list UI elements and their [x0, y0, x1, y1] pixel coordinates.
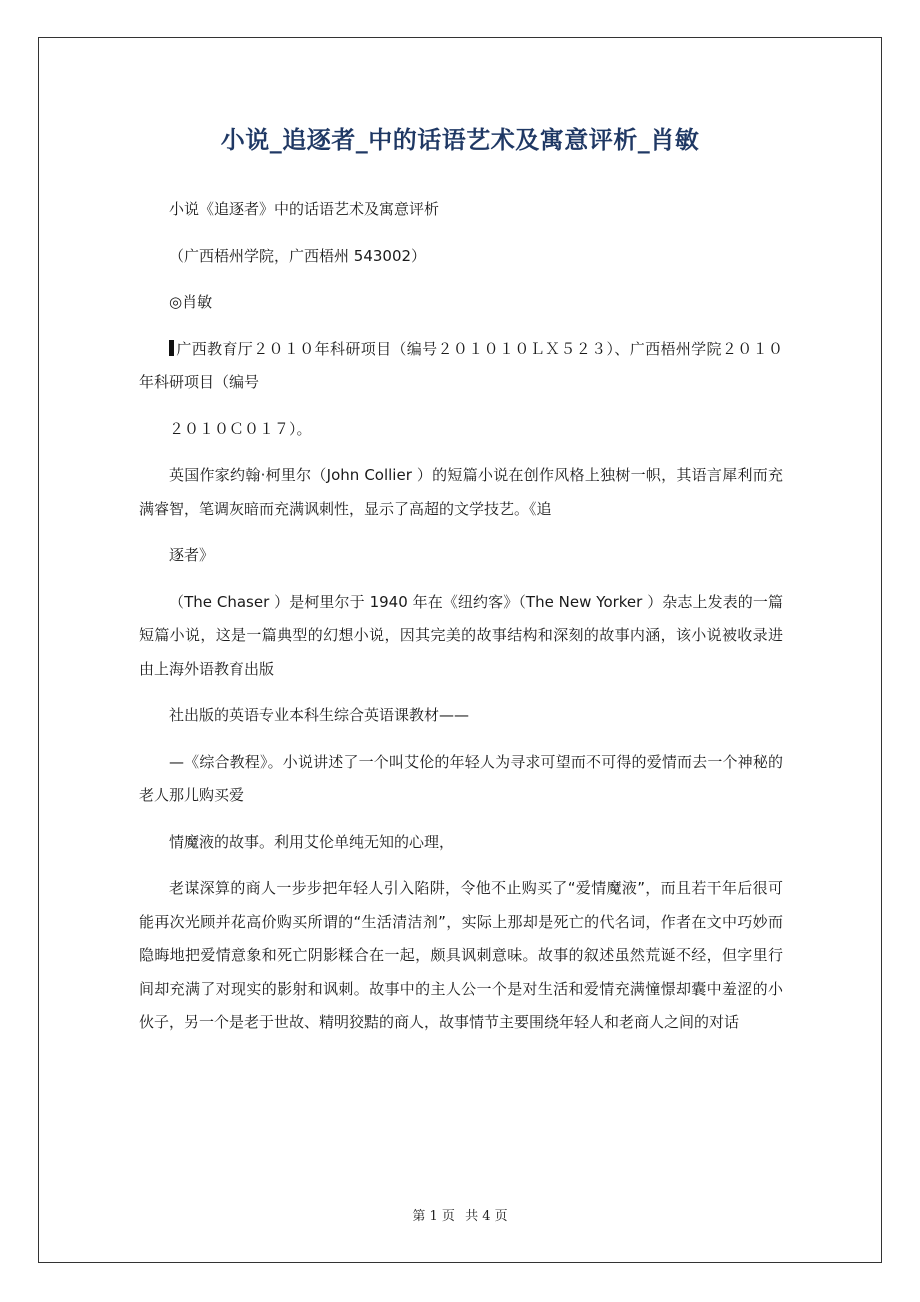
page-total: 共 4 页 [465, 1209, 508, 1224]
body-paragraph: 老谋深算的商人一步步把年轻人引入陷阱，令他不止购买了“爱情魔液”，而且若干年后很可能再次光顾并花高价购买所谓的“生活清洁剂”，实际上那却是死亡的代名词，作者在文中巧妙而隐晦地把爱情意象和死亡阴影糅合在一起，颇具讽刺意味。故事的叙述虽然荒诞不经，但字里行间却充满了对现实的影射和讽刺。故事中的主人公一个是对生活和爱情充满憧憬却囊中羞涩的小伙子，另一个是老于世故、精明狡黠的商人，故事情节主要围绕年轻人和老商人之间的对话 [139, 879, 783, 1031]
bullet-bar-icon [169, 340, 174, 356]
subtitle-paragraph: 小说《追逐者》中的话语艺术及寓意评析 [169, 200, 440, 218]
body-paragraph: 情魔液的故事。利用艾伦单纯无知的心理， [169, 832, 455, 851]
author-paragraph: ◎肖敏 [169, 293, 213, 311]
affiliation-paragraph: （广西梧州学院，广西梧州 543002） [169, 246, 427, 265]
body-paragraph: 逐者》 [169, 546, 215, 564]
body-paragraph: 社出版的英语专业本科生综合英语课教材—— [169, 706, 470, 724]
page-number: 第 1 页 [412, 1209, 455, 1224]
funding-text: 广西教育厅２０１０年科研项目（编号２０１０１０ＬＸ５２３）、广西梧州学院２０１０年科研项目（编号 [139, 339, 783, 391]
document-title: 小说_追逐者_中的话语艺术及寓意评析_肖敏 [220, 126, 700, 154]
page-footer [0, 1205, 920, 1224]
body-paragraph: （The Chaser ）是柯里尔于 1940 年在《纽约客》（The New Yorker ）杂志上发表的一篇短篇小说，这是一篇典型的幻想小说，因其完美的故事结构和深刻的故事内涵，该小说被收录进由上海外语教育出版 [139, 592, 783, 678]
body-paragraph: 英国作家约翰·柯里尔（John Collier ）的短篇小说在创作风格上独树一帜，其语言犀利而充满睿智，笔调灰暗而充满讽刺性，显示了高超的文学技艺。《追 [139, 466, 783, 518]
funding-number-paragraph: ２０１０Ｃ０１７）。 [169, 419, 312, 438]
body-paragraph: —《综合教程》。小说讲述了一个叫艾伦的年轻人为寻求可望而不可得的爱情而去一个神秘的老人那儿购买爱 [139, 752, 783, 804]
document-body [139, 193, 783, 1053]
funding-paragraph [139, 333, 783, 400]
